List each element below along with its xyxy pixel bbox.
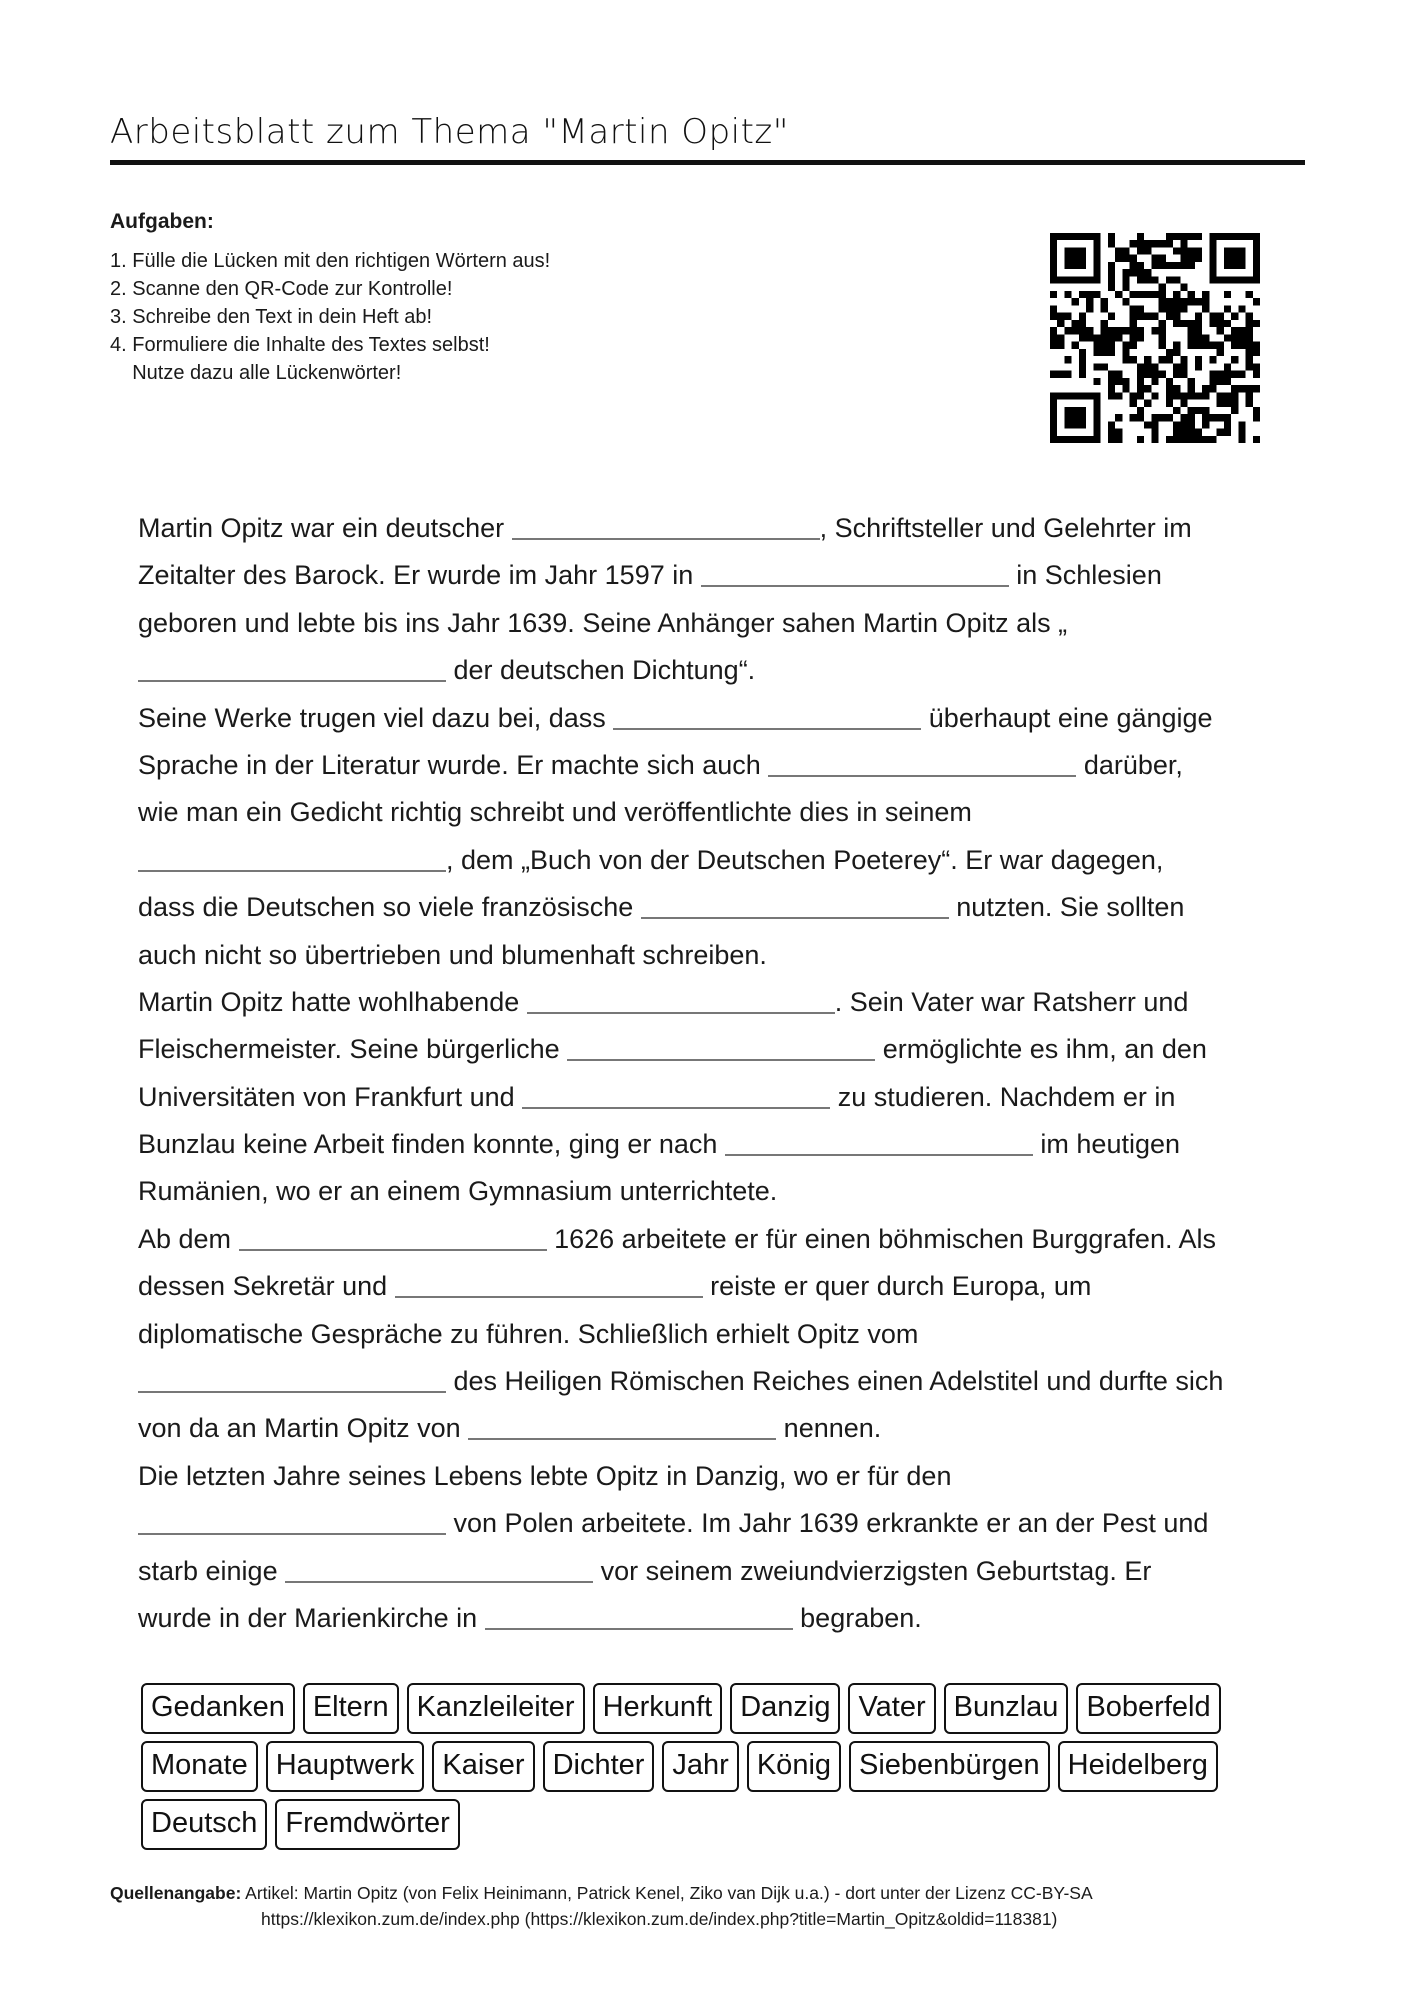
- word-chip[interactable]: Dichter: [543, 1741, 655, 1792]
- cloze-line: [138, 1168, 1308, 1215]
- cloze-text-segment: in Schlesien: [1008, 560, 1162, 591]
- cloze-text-segment: diplomatische Gespräche zu führen. Schließlich erhielt Opitz vom: [138, 1318, 919, 1349]
- cloze-text-segment: starb einige: [138, 1555, 286, 1586]
- cloze-text-segment: . Sein Vater war Ratsherr und: [834, 986, 1189, 1017]
- cloze-line: [138, 979, 1308, 1026]
- cloze-text-segment: Rumänien, wo er an einem Gymnasium unterrichtete.: [138, 1176, 778, 1207]
- cloze-text-segment: begraben.: [792, 1602, 922, 1633]
- word-chip[interactable]: Hauptwerk: [266, 1741, 425, 1792]
- answer-gap[interactable]: [285, 1555, 593, 1583]
- answer-gap[interactable]: [613, 702, 921, 730]
- cloze-text-segment: wie man ein Gedicht richtig schreibt und veröffentlichte dies in seinem: [138, 797, 972, 828]
- source-url: https://klexikon.zum.de/index.php (https://klexikon.zum.de/index.php?title=Martin_Opitz&oldid=118381): [261, 1909, 1058, 1929]
- cloze-line: [138, 1548, 1308, 1595]
- answer-gap[interactable]: [138, 844, 446, 872]
- answer-gap[interactable]: [522, 1081, 830, 1109]
- answer-gap[interactable]: [512, 512, 820, 540]
- tasks-heading: Aufgaben:: [110, 210, 214, 233]
- cloze-text-segment: darüber,: [1076, 749, 1183, 780]
- cloze-text-segment: der deutschen Dichtung“.: [446, 655, 756, 686]
- cloze-line: [138, 932, 1308, 979]
- task-item: Nutze dazu alle Lückenwörter!: [110, 362, 402, 384]
- word-chip[interactable]: Boberfeld: [1076, 1683, 1220, 1734]
- cloze-text-segment: Martin Opitz war ein deutscher: [138, 513, 512, 543]
- word-chip[interactable]: Jahr: [662, 1741, 738, 1792]
- word-chip[interactable]: Vater: [848, 1683, 935, 1734]
- cloze-text-segment: wurde in der Marienkirche in: [138, 1602, 485, 1633]
- cloze-line: [138, 1121, 1308, 1168]
- answer-gap[interactable]: [485, 1602, 793, 1630]
- cloze-text-segment: zu studieren. Nachdem er in: [830, 1081, 1176, 1112]
- cloze-line: [138, 837, 1308, 884]
- cloze-text-segment: ermöglichte es ihm, an den: [875, 1034, 1207, 1065]
- word-chip[interactable]: Heidelberg: [1058, 1741, 1218, 1792]
- cloze-text-segment: auch nicht so übertrieben und blumenhaft schreiben.: [138, 939, 767, 970]
- word-chip[interactable]: Gedanken: [141, 1683, 295, 1734]
- cloze-text-segment: Seine Werke trugen viel dazu bei, dass: [138, 702, 614, 733]
- answer-gap[interactable]: [567, 1033, 875, 1061]
- task-item: 2. Scanne den QR-Code zur Kontrolle!: [110, 278, 453, 300]
- cloze-line: [138, 1216, 1308, 1263]
- cloze-line: [138, 647, 1308, 694]
- qr-code-icon[interactable]: [1050, 233, 1260, 443]
- cloze-text-segment: vor seinem zweiundvierzigsten Geburtstag. Er: [593, 1555, 1152, 1586]
- cloze-text-segment: Martin Opitz hatte wohlhabende: [138, 986, 527, 1017]
- cloze-text-segment: Universitäten von Frankfurt und: [138, 1081, 523, 1112]
- answer-gap[interactable]: [641, 891, 949, 919]
- cloze-text-segment: nennen.: [776, 1413, 882, 1444]
- cloze-line: [138, 789, 1308, 836]
- answer-gap[interactable]: [239, 1223, 547, 1251]
- title-divider: [110, 160, 1305, 165]
- source-text: Artikel: Martin Opitz (von Felix Heinimann, Patrick Kenel, Ziko van Dijk u.a.) - dort unter der Lizenz CC-BY-SA: [241, 1883, 1093, 1903]
- cloze-text-segment: reiste er quer durch Europa, um: [702, 1271, 1092, 1302]
- answer-gap[interactable]: [138, 654, 446, 682]
- cloze-text-segment: , Schriftsteller und Gelehrter im: [819, 513, 1192, 543]
- word-chip[interactable]: Danzig: [730, 1683, 840, 1734]
- cloze-text-segment: , dem „Buch von der Deutschen Poeterey“. Er war dagegen,: [446, 844, 1164, 875]
- cloze-text-segment: Die letzten Jahre seines Lebens lebte Opitz in Danzig, wo er für den: [138, 1460, 952, 1491]
- word-chip[interactable]: Fremdwörter: [275, 1799, 459, 1850]
- cloze-text-segment: Sprache in der Literatur wurde. Er machte sich auch: [138, 749, 769, 780]
- cloze-text-segment: von da an Martin Opitz von: [138, 1413, 469, 1444]
- cloze-text-segment: dass die Deutschen so viele französische: [138, 892, 641, 923]
- cloze-text-segment: von Polen arbeitete. Im Jahr 1639 erkrankte er an der Pest und: [446, 1508, 1209, 1539]
- word-chip[interactable]: Eltern: [303, 1683, 399, 1734]
- cloze-line: [138, 1595, 1308, 1642]
- task-item: 4. Formuliere die Inhalte des Textes selbst!: [110, 334, 490, 356]
- answer-gap[interactable]: [138, 1365, 446, 1393]
- cloze-line: [138, 1500, 1308, 1547]
- cloze-line: [138, 600, 1308, 647]
- cloze-text-segment: Bunzlau keine Arbeit finden konnte, ging er nach: [138, 1129, 725, 1160]
- cloze-line: [138, 1026, 1308, 1073]
- answer-gap[interactable]: [768, 749, 1076, 777]
- cloze-text-segment: Fleischermeister. Seine bürgerliche: [138, 1034, 568, 1065]
- answer-gap[interactable]: [527, 986, 835, 1014]
- cloze-text-segment: im heutigen: [1032, 1129, 1181, 1160]
- word-chip[interactable]: Kanzleileiter: [407, 1683, 585, 1734]
- task-item: 3. Schreibe den Text in dein Heft ab!: [110, 306, 433, 328]
- answer-gap[interactable]: [468, 1412, 776, 1440]
- task-list: [110, 247, 550, 387]
- cloze-text-segment: des Heiligen Römischen Reiches einen Adelstitel und durfte sich: [446, 1366, 1224, 1397]
- answer-gap[interactable]: [725, 1128, 1033, 1156]
- cloze-line: [138, 1263, 1308, 1310]
- page-title: Arbeitsblatt zum Thema "Martin Opitz": [110, 112, 789, 152]
- answer-gap[interactable]: [138, 1507, 446, 1535]
- task-item: 1. Fülle die Lücken mit den richtigen Wörtern aus!: [110, 250, 551, 272]
- cloze-line: [138, 695, 1308, 742]
- cloze-line: [138, 1453, 1308, 1500]
- answer-gap[interactable]: [701, 559, 1009, 587]
- cloze-text-segment: geboren und lebte bis ins Jahr 1639. Seine Anhänger sahen Martin Opitz als „: [138, 607, 1068, 638]
- cloze-text-segment: Ab dem: [138, 1223, 239, 1254]
- word-chip[interactable]: Deutsch: [141, 1799, 267, 1850]
- word-bank: [141, 1683, 1281, 1850]
- word-chip[interactable]: König: [747, 1741, 841, 1792]
- cloze-text-segment: 1626 arbeitete er für einen böhmischen Burggrafen. Als: [546, 1223, 1216, 1254]
- word-chip[interactable]: Kaiser: [432, 1741, 534, 1792]
- cloze-line: [138, 1074, 1308, 1121]
- word-chip[interactable]: Herkunft: [593, 1683, 723, 1734]
- cloze-line: [138, 884, 1308, 931]
- cloze-line: [138, 552, 1308, 599]
- word-chip[interactable]: Monate: [141, 1741, 258, 1792]
- cloze-text: [138, 505, 1308, 1642]
- cloze-line: [138, 505, 1308, 552]
- source-label: Quellenangabe:: [110, 1883, 242, 1903]
- cloze-text-segment: überhaupt eine gängige: [921, 702, 1213, 733]
- cloze-line: [138, 1358, 1308, 1405]
- source-attribution: [110, 1880, 1310, 1932]
- word-chip[interactable]: Bunzlau: [944, 1683, 1069, 1734]
- cloze-line: [138, 1311, 1308, 1358]
- cloze-text-segment: dessen Sekretär und: [138, 1271, 395, 1302]
- cloze-text-segment: nutzten. Sie sollten: [948, 892, 1185, 923]
- cloze-line: [138, 1405, 1308, 1452]
- answer-gap[interactable]: [395, 1270, 703, 1298]
- cloze-line: [138, 742, 1308, 789]
- word-chip[interactable]: Siebenbürgen: [849, 1741, 1050, 1792]
- cloze-text-segment: Zeitalter des Barock. Er wurde im Jahr 1597 in: [138, 560, 701, 591]
